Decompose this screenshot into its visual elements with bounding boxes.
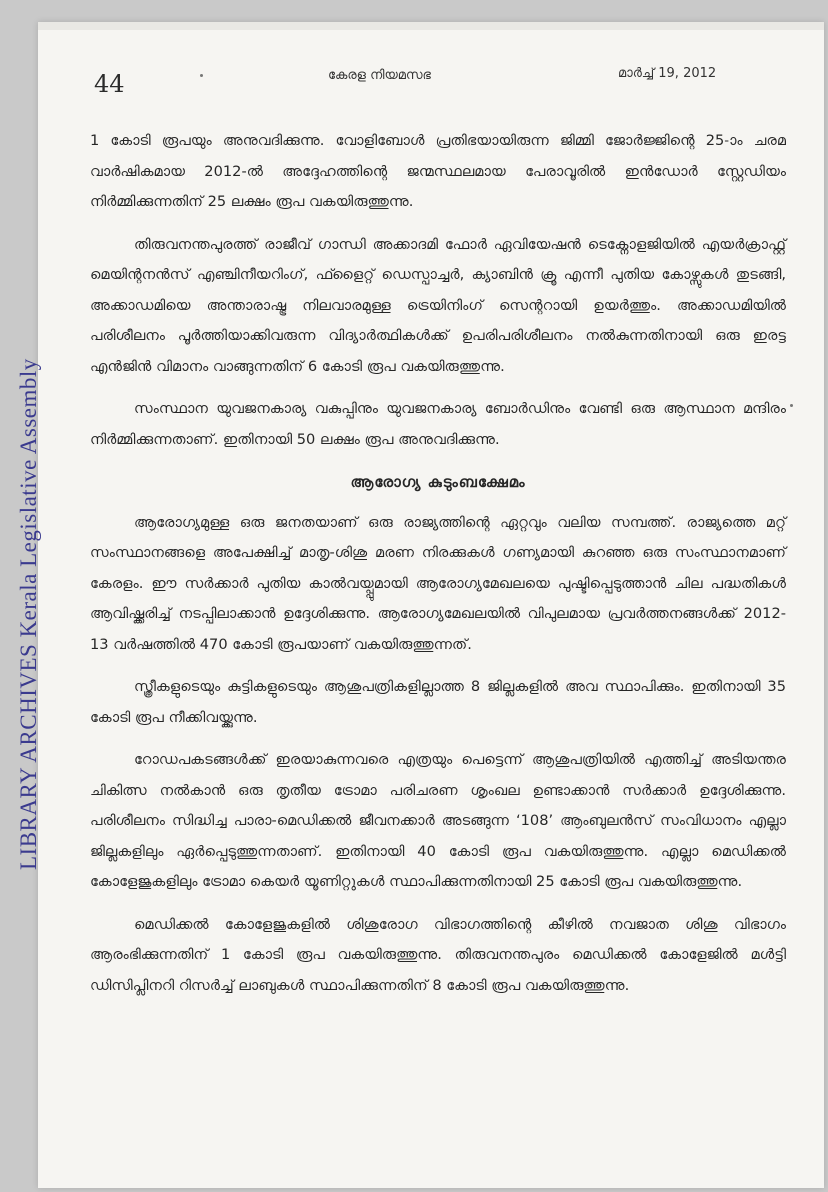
paragraph-aviation-academy: തിരുവനന്തപുരത്ത് രാജീവ് ഗാന്ധി അക്കാദമി ഫോർ ഏവിയേഷൻ ടെക്നോളജിയിൽ എയർക്രാഫ്റ്റ് മെയിന്റനൻസ് എഞ്ചിനീയറിംഗ്, ഫ്ളൈറ്റ് ഡെസ്പാച്ചർ, ക്യാബിൻ ക്രൂ എന്നീ പുതിയ കോഴ്സുകൾ തുടങ്ങി, അക്കാഡമിയെ അന്താരാഷ്ട്ര നിലവാരമുള്ള ട്രെയിനിംഗ് സെന്ററായി ഉയർത്തും. അക്കാഡമിയിൽ പരിശീലനം പൂർത്തിയാക്കിവരുന്ന വിദ്യാർത്ഥികൾക്ക് ഉപരിപരിശീലനം നൽകുന്നതിനായി ഒരു ഇരട്ട എൻജിൻ വിമാനം വാങ്ങുന്നതിന് 6 കോടി രൂപ വകയിരുത്തുന്നു. (90, 235, 786, 375)
archive-watermark: LIBRARY ARCHIVES Kerala Legislative Assembly (16, 358, 41, 870)
paragraph-health-intro: ആരോഗ്യമുള്ള ഒരു ജനതയാണ് ഒരു രാജ്യത്തിന്റെ ഏറ്റവും വലിയ സമ്പത്ത്. രാജ്യത്തെ മറ്റ് സംസ്ഥാനങ്ങളെ അപേക്ഷിച്ച് മാതൃ-ശിശു മരണ നിരക്കുകൾ ഗണ്യമായി കുറഞ്ഞ ഒരു സംസ്ഥാനമാണ് കേരളം. ഈ സർക്കാർ പുതിയ കാൽവയ്പ്പുമായി ആരോഗ്യമേഖലയെ പുഷ്ടിപ്പെടുത്താൻ ചില പദ്ധതികൾ ആവിഷ്ക്കരിച്ച് നടപ്പിലാക്കാൻ ഉദ്ദേശിക്കുന്നു. ആരോഗ്യമേഖലയിൽ വിപുലമായ പ്രവർത്തനങ്ങൾക്ക് 2012-13 വർഷത്തിൽ 470 കോടി രൂപയാണ് വകയിരുത്തുന്നത്. (90, 513, 786, 653)
scan-speck (200, 74, 203, 77)
document-page (38, 22, 824, 1188)
running-title: കേരള നിയമസഭ (328, 68, 431, 83)
page-top-edge (38, 22, 824, 30)
paragraph-trauma-care: റോഡപകടങ്ങൾക്ക് ഇരയാകുന്നവരെ എത്രയും പെട്ടെന്ന് ആശുപത്രിയിൽ എത്തിച്ച് അടിയന്തര ചികിത്സ നൽകാൻ ഒരു തൃതീയ ട്രോമാ പരിചരണ ശൃംഖല ഉണ്ടാക്കാൻ സർക്കാർ ഉദ്ദേശിക്കുന്നു. പരിശീലനം സിദ്ധിച്ച പാരാ-മെഡിക്കൽ ജീവനക്കാർ അടങ്ങുന്ന ‘108’ ആംബുലൻസ് സംവിധാനം എല്ലാ ജില്ലകളിലും ഏർപ്പെടുത്തുന്നതാണ്. ഇതിനായി 40 കോടി രൂപ വകയിരുത്തുന്നു. എല്ലാ മെഡിക്കൽ കോളേജുകളിലും ട്രോമാ കെയർ യൂണിറ്റുകൾ സ്ഥാപിക്കുന്നതിനായി 25 കോടി രൂപ വകയിരുത്തുന്നു. (90, 751, 786, 890)
paragraph-youth-affairs: സംസ്ഥാന യുവജനകാര്യ വകുപ്പിനും യുവജനകാര്യ ബോർഡിനും വേണ്ടി ഒരു ആസ്ഥാന മന്ദിരം നിർമ്മിക്കുന്നതാണ്. ഇതിനായി 50 ലക്ഷം രൂപ അനുവദിക്കുന്നു. (90, 400, 786, 448)
page-number: 44 (94, 70, 125, 98)
paragraph-continuation: 1 കോടി രൂപയും അനുവദിക്കുന്നു. വോളിബോൾ പ്രതിഭയായിരുന്ന ജിമ്മി ജോർജ്ജിന്റെ 25-ാം ചരമ വാർഷികമായ 2012-ൽ അദ്ദേഹത്തിന്റെ ജന്മസ്ഥലമായ പേരാവൂരിൽ ഇൻഡോർ സ്റ്റേഡിയം നിർമ്മിക്കുന്നതിന് 25 ലക്ഷം രൂപ വകയിരുത്തുന്നു. (90, 132, 786, 210)
paragraph-women-children-hospitals: സ്ത്രീകളുടെയും കുട്ടികളുടെയും ആശുപത്രികളില്ലാത്ത 8 ജില്ലകളിൽ അവ സ്ഥാപിക്കും. ഇതിനായി 35 കോടി രൂപ നീക്കിവയ്ക്കുന്നു. (90, 678, 786, 726)
section-heading: ആരോഗ്യ കുടുംബക്ഷേമം (350, 473, 526, 491)
paragraph-neonatal: മെഡിക്കൽ കോളേജുകളിൽ ശിശുരോഗ വിഭാഗത്തിന്റെ കീഴിൽ നവജാത ശിശു വിഭാഗം ആരംഭിക്കുന്നതിന് 1 കോടി രൂപ വകയിരുത്തുന്നു. തിരുവനന്തപുരം മെഡിക്കൽ കോളേജിൽ മൾട്ടി ഡിസിപ്ലിനറി റിസർച്ച് ലാബുകൾ സ്ഥാപിക്കുന്നതിന് 8 കോടി രൂപ വകയിരുത്തുന്നു. (90, 915, 786, 994)
running-date: മാർച്ച് 19, 2012 (618, 66, 717, 81)
scan-speck (790, 404, 793, 407)
body-text (90, 126, 786, 1013)
